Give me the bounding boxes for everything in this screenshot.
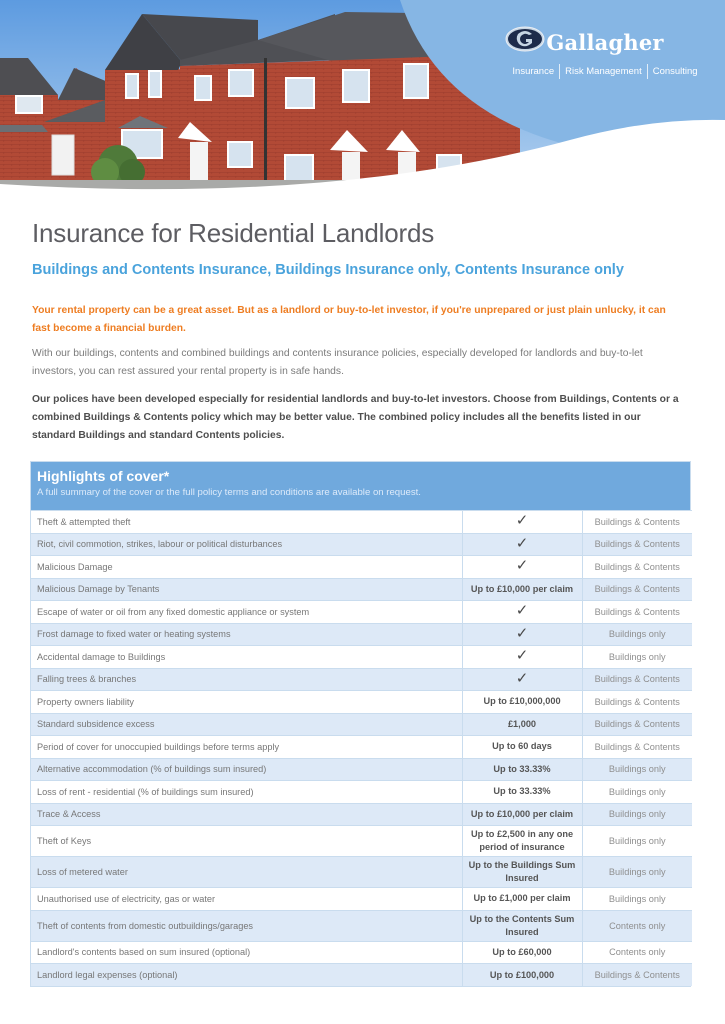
hero-banner — [0, 0, 725, 205]
cover-scope: Buildings only — [582, 857, 692, 888]
cover-scope: Buildings only — [582, 803, 692, 826]
intro-body-paragraph: With our buildings, contents and combined buildings and contents insurance policies, especially developed for landlords and buy-to-let investors, you can rest assured your rental property is in safe hands. — [32, 348, 643, 377]
cover-scope: Buildings & Contents — [582, 601, 692, 624]
cover-included — [462, 668, 582, 691]
cover-item: Standard subsidence excess — [31, 713, 462, 736]
cover-limit: £1,000 — [462, 713, 582, 736]
cover-item: Period of cover for unoccupied buildings before terms apply — [31, 736, 462, 759]
table-row — [31, 691, 692, 714]
cover-scope: Buildings only — [582, 623, 692, 646]
cover-scope: Buildings only — [582, 826, 692, 857]
cover-scope: Buildings & Contents — [582, 556, 692, 579]
intro-policy-paragraph: Our polices have been developed especially for residential landlords and buy-to-let investors. Choose from Buildings, Contents or a combined Buildings & Contents policy which may be better value. The combined policy includes all the benefits listed in our standard Buildings and standard Contents policies. — [32, 394, 679, 441]
table-row — [31, 713, 692, 736]
table-row — [31, 781, 692, 804]
cover-rows — [31, 510, 692, 986]
table-row — [31, 646, 692, 669]
cover-item: Landlord's contents based on sum insured (optional) — [31, 941, 462, 964]
brand-name: Gallagher — [546, 30, 664, 55]
brand-taglines — [505, 64, 705, 79]
cover-item: Malicious Damage by Tenants — [31, 578, 462, 601]
cover-limit: Up to 33.33% — [462, 758, 582, 781]
cover-limit: Up to £10,000 per claim — [462, 578, 582, 601]
tagline-consulting: Consulting — [652, 66, 698, 77]
cover-item: Property owners liability — [31, 691, 462, 714]
tagline-insurance: Insurance — [512, 66, 555, 77]
cover-item: Falling trees & branches — [31, 668, 462, 691]
gallagher-g-globe-icon — [505, 26, 545, 52]
cover-item: Theft of contents from domestic outbuildings/garages — [31, 910, 462, 941]
check-icon: ✓ — [515, 534, 529, 552]
table-row — [31, 736, 692, 759]
table-row — [31, 556, 692, 579]
check-icon: ✓ — [515, 647, 529, 665]
cover-item: Loss of rent - residential (% of buildings sum insured) — [31, 781, 462, 804]
cover-scope: Buildings only — [582, 646, 692, 669]
gallagher-brand — [505, 26, 705, 79]
intro-highlight-paragraph: Your rental property can be a great asset. But as a landlord or buy-to-let investor, if you're unprepared or just plain unlucky, it can fast become a financial burden. — [32, 305, 666, 334]
table-row — [31, 857, 692, 888]
check-icon: ✓ — [515, 624, 529, 642]
check-icon: ✓ — [515, 602, 529, 620]
cover-limit: Up to £60,000 — [462, 941, 582, 964]
cover-included — [462, 601, 582, 624]
cover-item: Escape of water or oil from any fixed domestic appliance or system — [31, 601, 462, 624]
highlights-of-cover-table — [30, 461, 691, 987]
page-subtitle: Buildings and Contents Insurance, Buildings Insurance only, Contents Insurance only — [32, 262, 624, 278]
cover-item: Loss of metered water — [31, 857, 462, 888]
cover-limit: Up to 33.33% — [462, 781, 582, 804]
cover-item: Riot, civil commotion, strikes, labour or political disturbances — [31, 533, 462, 556]
cover-scope: Buildings only — [582, 758, 692, 781]
cover-item: Unauthorised use of electricity, gas or water — [31, 888, 462, 911]
tagline-risk-management: Risk Management — [565, 66, 642, 77]
cover-limit: Up to the Buildings Sum Insured — [462, 857, 582, 888]
cover-scope: Contents only — [582, 941, 692, 964]
cover-included — [462, 533, 582, 556]
cover-item: Theft & attempted theft — [31, 511, 462, 534]
cover-scope: Buildings & Contents — [582, 964, 692, 987]
cover-scope: Buildings & Contents — [582, 691, 692, 714]
table-row — [31, 803, 692, 826]
cover-item: Theft of Keys — [31, 826, 462, 857]
check-icon: ✓ — [515, 669, 529, 687]
cover-scope: Buildings & Contents — [582, 736, 692, 759]
cover-limit: Up to £10,000,000 — [462, 691, 582, 714]
cover-scope: Buildings & Contents — [582, 578, 692, 601]
cover-limit: Up to £100,000 — [462, 964, 582, 987]
cover-table-title: Highlights of cover* — [37, 468, 170, 484]
table-row — [31, 964, 692, 987]
cover-limit: Up to £1,000 per claim — [462, 888, 582, 911]
cover-item: Alternative accommodation (% of buildings sum insured) — [31, 758, 462, 781]
cover-limit: Up to the Contents Sum Insured — [462, 910, 582, 941]
table-row — [31, 826, 692, 857]
cover-included — [462, 646, 582, 669]
cover-limit: Up to 60 days — [462, 736, 582, 759]
cover-item: Trace & Access — [31, 803, 462, 826]
cover-scope: Buildings & Contents — [582, 668, 692, 691]
cover-scope: Buildings only — [582, 781, 692, 804]
cover-item: Accidental damage to Buildings — [31, 646, 462, 669]
table-row — [31, 578, 692, 601]
table-row — [31, 758, 692, 781]
cover-included — [462, 623, 582, 646]
check-icon: ✓ — [515, 512, 529, 530]
cover-table-note: A full summary of the cover or the full policy terms and conditions are available on request. — [37, 487, 421, 498]
cover-item: Malicious Damage — [31, 556, 462, 579]
cover-included — [462, 556, 582, 579]
table-row — [31, 888, 692, 911]
table-row — [31, 910, 692, 941]
table-row — [31, 623, 692, 646]
cover-scope: Buildings & Contents — [582, 713, 692, 736]
cover-limit: Up to £10,000 per claim — [462, 803, 582, 826]
table-row — [31, 668, 692, 691]
cover-scope: Contents only — [582, 910, 692, 941]
cover-table-header — [31, 462, 690, 510]
check-icon: ✓ — [515, 557, 529, 575]
cover-limit: Up to £2,500 in any one period of insurance — [462, 826, 582, 857]
cover-scope: Buildings only — [582, 888, 692, 911]
cover-included — [462, 511, 582, 534]
cover-scope: Buildings & Contents — [582, 533, 692, 556]
table-row — [31, 941, 692, 964]
cover-scope: Buildings & Contents — [582, 511, 692, 534]
cover-item: Frost damage to fixed water or heating systems — [31, 623, 462, 646]
table-row — [31, 511, 692, 534]
page-title: Insurance for Residential Landlords — [32, 218, 435, 248]
cover-item: Landlord legal expenses (optional) — [31, 964, 462, 987]
table-row — [31, 601, 692, 624]
table-row — [31, 533, 692, 556]
